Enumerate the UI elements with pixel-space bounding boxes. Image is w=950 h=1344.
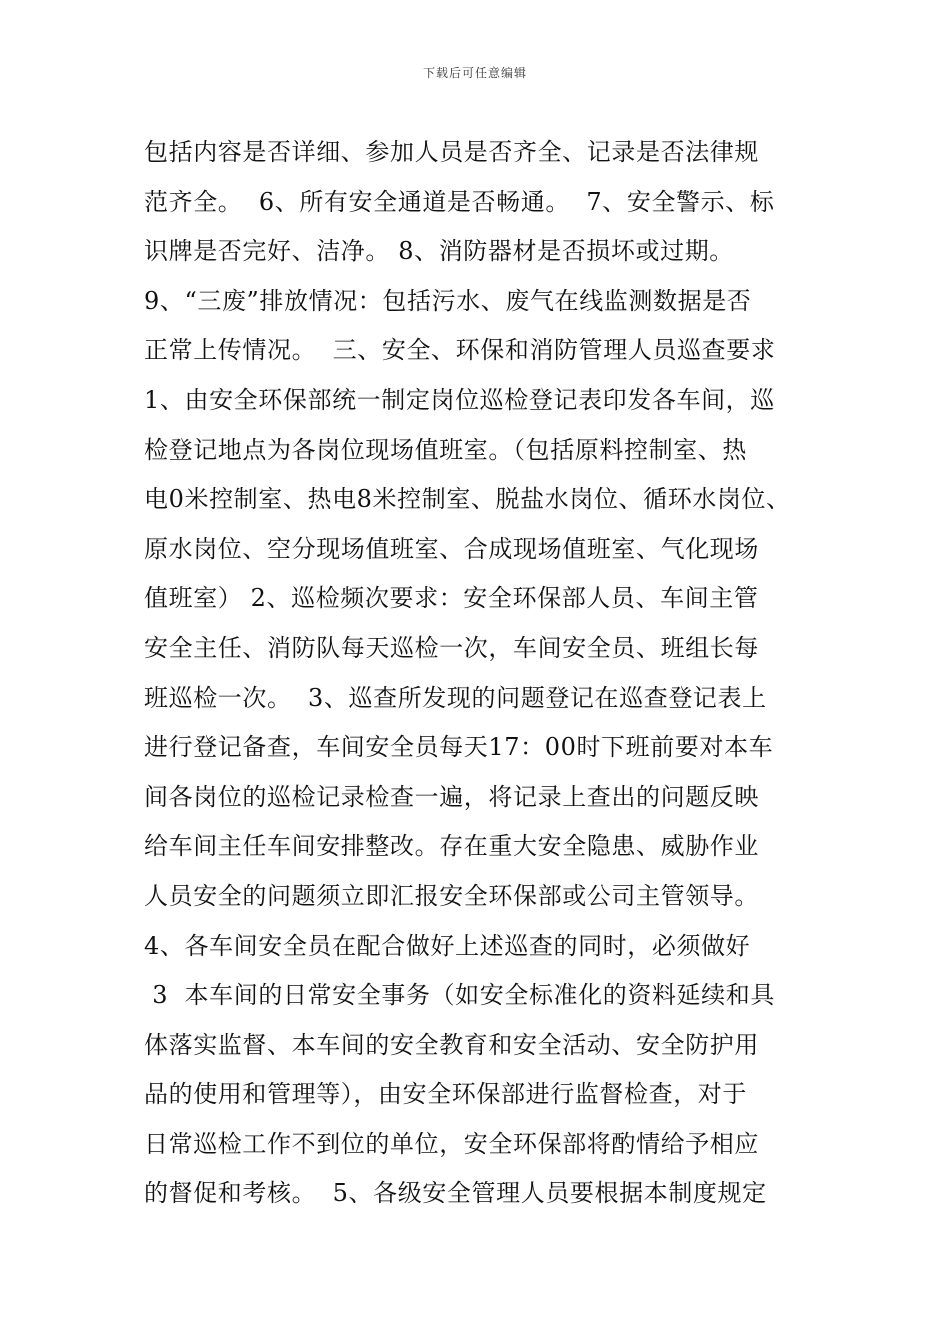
body-line: 给车间主任车间安排整改。存在重大安全隐患、威胁作业 [144, 832, 759, 861]
body-line: 品的使用和管理等），由安全环保部进行监督检查，对于 [144, 1080, 747, 1109]
body-line: 的督促和考核。 5、各级安全管理人员要根据本制度规定 [144, 1179, 767, 1208]
body-line: 原水岗位、空分现场值班室、合成现场值班室、气化现场 [144, 534, 759, 563]
body-line: 4、各车间安全员在配合做好上述巡查的同时，必须做好 [144, 931, 751, 960]
body-line: 3 本车间的日常安全事务（如安全标准化的资料延续和具 [144, 981, 775, 1010]
body-line: 范齐全。 6、所有安全通道是否畅通。 7、安全警示、标 [144, 187, 775, 216]
body-line: 识牌是否完好、洁净。 8、消防器材是否损坏或过期。 [144, 237, 734, 266]
body-line: 正常上传情况。 三、安全、环保和消防管理人员巡查要求 [144, 336, 776, 365]
body-line: 1、由安全环保部统一制定岗位巡检登记表印发各车间，巡 [144, 385, 775, 414]
body-line: 9、“三废”排放情况：包括污水、废气在线监测数据是否 [144, 286, 752, 315]
body-line: 体落实监督、本车间的安全教育和安全活动、安全防护用 [144, 1030, 759, 1059]
body-line: 间各岗位的巡检记录检查一遍，将记录上查出的问题反映 [144, 782, 759, 811]
document-body [144, 128, 834, 1219]
body-line: 班巡检一次。 3、巡查所发现的问题登记在巡查登记表上 [144, 683, 767, 712]
body-line: 检登记地点为各岗位现场值班室。（包括原料控制室、热 [144, 435, 747, 464]
body-line: 安全主任、消防队每天巡检一次，车间安全员、班组长每 [144, 633, 759, 662]
body-line: 电0米控制室、热电8米控制室、脱盐水岗位、循环水岗位、 [144, 485, 791, 514]
body-line: 日常巡检工作不到位的单位，安全环保部将酌情给予相应 [144, 1129, 759, 1158]
body-line: 值班室） 2、巡检频次要求：安全环保部人员、车间主管 [144, 584, 759, 613]
page-header: 下载后可任意编辑 [422, 66, 527, 80]
body-line: 包括内容是否详细、参加人员是否齐全、记录是否法律规 [144, 138, 759, 166]
body-line: 人员安全的问题须立即汇报安全环保部或公司主管领导。 [144, 881, 759, 910]
body-line: 进行登记备查，车间安全员每天17：00时下班前要对本车 [144, 733, 774, 762]
